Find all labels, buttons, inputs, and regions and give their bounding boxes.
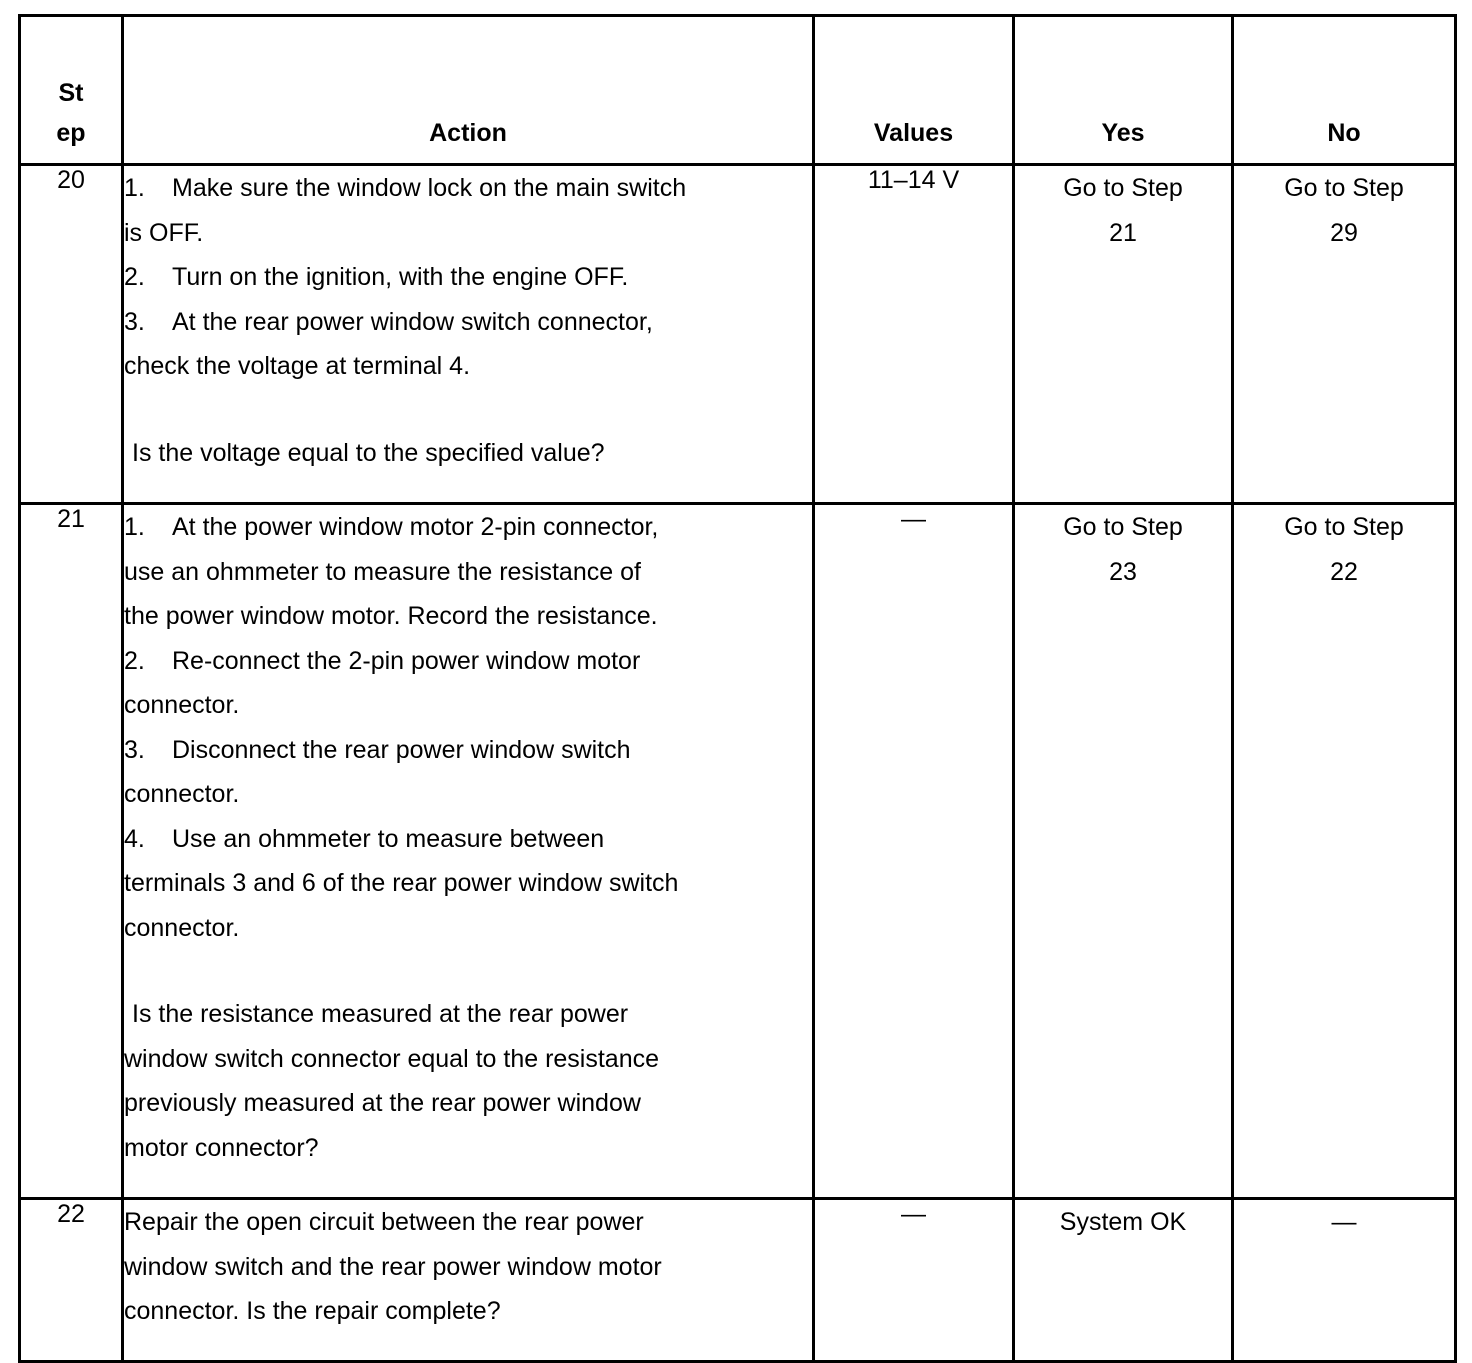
action-item: 3. At the rear power window switch connector, bbox=[124, 307, 653, 336]
action-item-continuation: connector. bbox=[124, 913, 240, 942]
yes-cell: System OK bbox=[1014, 1199, 1233, 1362]
action-item-continuation: connector. bbox=[124, 691, 240, 719]
value-cell: 11–14 V bbox=[814, 165, 1014, 504]
value-cell: — bbox=[814, 1199, 1014, 1362]
action-cell bbox=[123, 504, 814, 1199]
value-cell: — bbox=[814, 504, 1014, 1199]
table-row bbox=[20, 504, 1456, 1199]
action-cell: Repair the open circuit between the rear power window switch and the rear power window motor connector. Is the repair complete? bbox=[123, 1199, 814, 1362]
header-no: No bbox=[1233, 16, 1456, 165]
action-item-continuation: the power window motor. Record the resistance. bbox=[124, 602, 658, 630]
action-item: 3. Disconnect the rear power window switch bbox=[124, 735, 631, 764]
action-item-continuation: check the voltage at terminal 4. bbox=[124, 352, 471, 380]
action-item: 1. Make sure the window lock on the main switch bbox=[124, 174, 687, 202]
action-item-continuation: terminals 3 and 6 of the rear power window switch bbox=[124, 869, 679, 897]
no-cell: Go to Step 22 bbox=[1233, 504, 1456, 1199]
action-item: 1. At the power window motor 2-pin connector, bbox=[124, 513, 659, 541]
step-number: 20 bbox=[20, 165, 123, 504]
action-question: Is the voltage equal to the specified value? bbox=[132, 438, 605, 467]
no-cell: Go to Step 29 bbox=[1233, 165, 1456, 504]
table-header-row bbox=[20, 16, 1456, 165]
action-question: Is the resistance measured at the rear power window switch connector equal to the resistance previously measured at the rear power window motor connector? bbox=[124, 1000, 660, 1162]
diagnostic-table bbox=[18, 14, 1457, 1363]
action-item: 2. Turn on the ignition, with the engine OFF. bbox=[124, 263, 629, 291]
yes-cell: Go to Step 21 bbox=[1014, 165, 1233, 504]
step-number: 21 bbox=[20, 504, 123, 1199]
yes-cell: Go to Step 23 bbox=[1014, 504, 1233, 1199]
header-values: Values bbox=[814, 16, 1014, 165]
action-item-continuation: connector. bbox=[124, 780, 240, 808]
action-item-continuation: use an ohmmeter to measure the resistance of bbox=[124, 557, 641, 586]
table-row bbox=[20, 165, 1456, 504]
action-cell bbox=[123, 165, 814, 504]
header-step: St ep bbox=[20, 16, 123, 165]
header-yes: Yes bbox=[1014, 16, 1233, 165]
action-item-continuation: is OFF. bbox=[124, 218, 204, 247]
action-item: 4. Use an ohmmeter to measure between bbox=[124, 824, 605, 853]
step-number: 22 bbox=[20, 1199, 123, 1362]
no-cell: — bbox=[1233, 1199, 1456, 1362]
action-item: 2. Re-connect the 2-pin power window motor bbox=[124, 646, 641, 675]
table-row bbox=[20, 1199, 1456, 1362]
header-action: Action bbox=[123, 16, 814, 165]
